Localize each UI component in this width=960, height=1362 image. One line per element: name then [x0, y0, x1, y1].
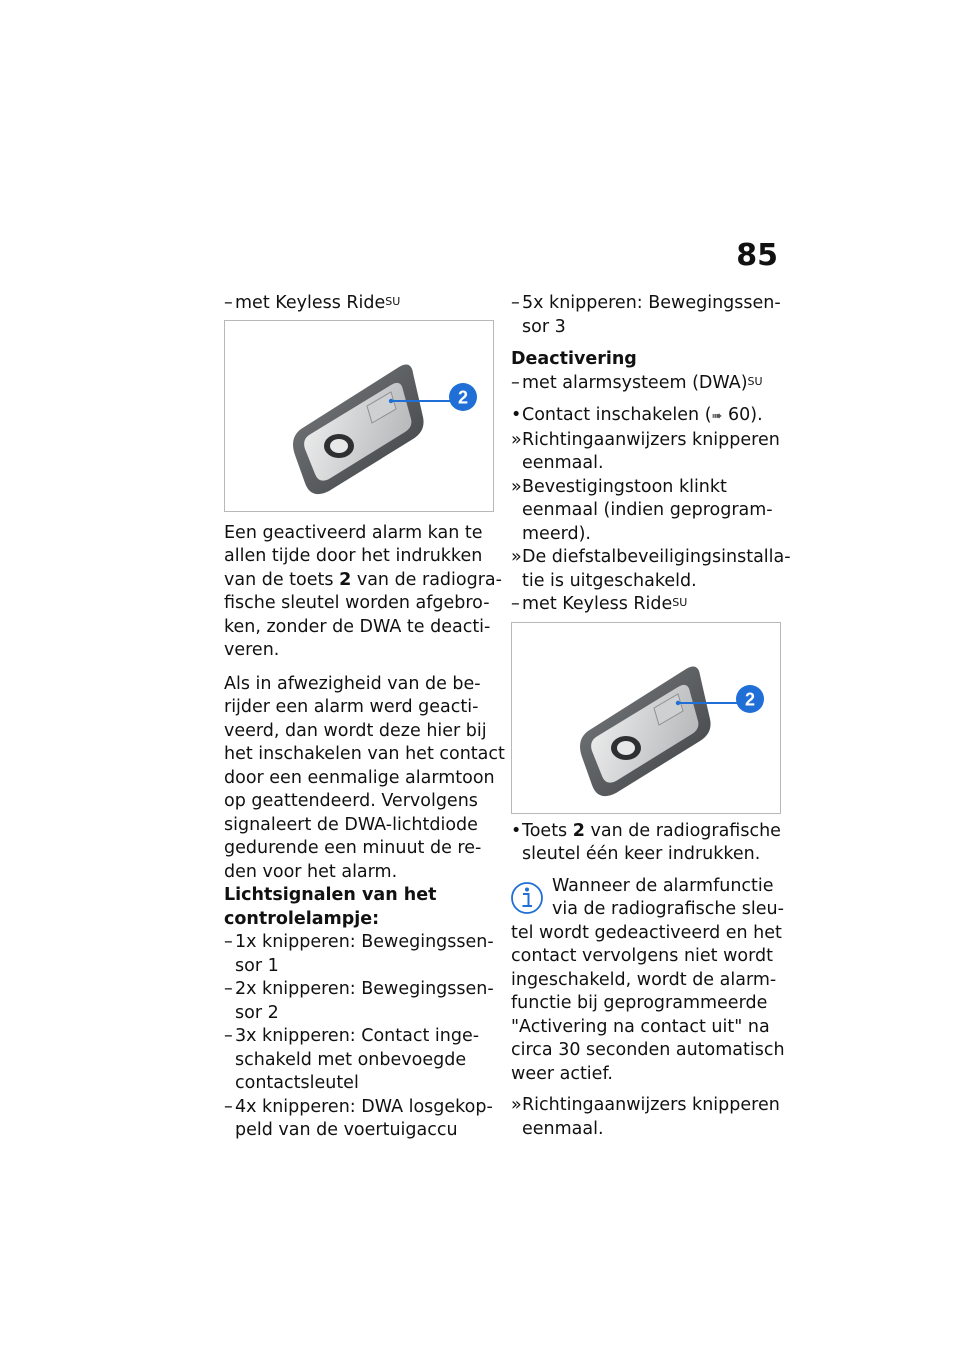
result-icon: »: [511, 429, 522, 450]
list-item: – 2x knipperen: Bewegingssen- sor 2: [224, 979, 494, 1023]
result-item: »Richtingaanwijzers knipperen eenmaal.: [511, 1095, 780, 1139]
right-column: [511, 292, 791, 1141]
page-reference-arrow-icon[interactable]: ➠: [711, 409, 723, 424]
key-fob-figure: [224, 320, 494, 512]
dash-icon: –: [224, 1026, 233, 1046]
list-item: – 1x knipperen: Bewegingssen- sor 1: [224, 932, 494, 976]
result-icon: »: [511, 476, 522, 497]
bullet-icon: •: [511, 820, 522, 841]
result-icon: »: [511, 1095, 522, 1115]
dash-icon: –: [224, 932, 233, 952]
list-item: – 5x knipperen: Bewegingssen- sor 3: [511, 293, 781, 337]
page-number: 85: [736, 238, 778, 273]
dash-icon: –: [224, 979, 233, 999]
dash-icon: –: [224, 293, 233, 313]
dash-icon: –: [224, 1096, 233, 1117]
keyless-line: – met Keyless Ride$^{SU}$: [511, 593, 779, 618]
dash-icon: –: [511, 372, 520, 393]
result-item: »Bevestigingstoon klinkt eenmaal (indien geprogram- meerd).: [511, 476, 773, 544]
alarm-system-line: – met alarmsysteem (DWA)$^{SU}$: [511, 372, 779, 397]
result-icon: »: [511, 547, 522, 567]
callout-number: 2: [744, 689, 756, 709]
dash-icon: –: [511, 594, 520, 614]
info-note: Wanneer de alarmfunctie via de radiografische sleu- tel wordt gedeactiveerd en het contact vervolgens niet wordt ingeschakeld, wordt de alarm- functie bij geprogrammeerde "Activering na contact uit" na circa 30 seconden automatisch weer actief.: [511, 875, 785, 1084]
info-icon: [509, 878, 545, 926]
keyless-line: – met Keyless Ride$^{SU}$: [224, 292, 492, 317]
contact-step: •Contact inschakelen (➠ 60).: [511, 404, 779, 429]
heading-light-signals: Lichtsignalen van het controlelampje:: [224, 885, 437, 929]
list-item: – 3x knipperen: Contact inge- schakeld met onbevoegde contactsleutel: [224, 1026, 480, 1093]
light-signal-list: [224, 931, 492, 1143]
result-item: »Richtingaanwijzers knipperen eenmaal.: [511, 429, 780, 473]
paragraph-deactivate-alarm: Een geactiveerd alarm kan te allen tijde door het indrukken van de toets 2 van de radiogra- fische sleutel worden afgebro- ken, zonder de DWA te deacti- veren.: [224, 522, 502, 660]
result-item: »De diefstalbeveiligingsinstalla- tie is uitgeschakeld.: [511, 547, 791, 591]
dash-icon: –: [511, 293, 520, 313]
paragraph-alarm-absence: Als in afwezigheid van de be- rijder een alarm werd geacti- veerd, dan wordt deze hier bij het inschakelen van het contact door een eenmalige alarmtoon op geattendeerd. Vervolgens signaleert de DWA-lichtdiode gedurende een minuut de re- den voor het alarm.: [224, 673, 505, 882]
heading-deactivation: Deactivering: [511, 349, 637, 369]
bullet-icon: •: [511, 405, 522, 425]
key-fob-figure: [511, 622, 781, 814]
left-column: [224, 292, 505, 1143]
list-item: – 4x knipperen: DWA losgekop- peld van de voertuigaccu: [224, 1096, 493, 1140]
callout-number: 2: [457, 387, 469, 407]
toets-step: •Toets 2 van de radiografische sleutel één keer indrukken.: [511, 820, 781, 864]
